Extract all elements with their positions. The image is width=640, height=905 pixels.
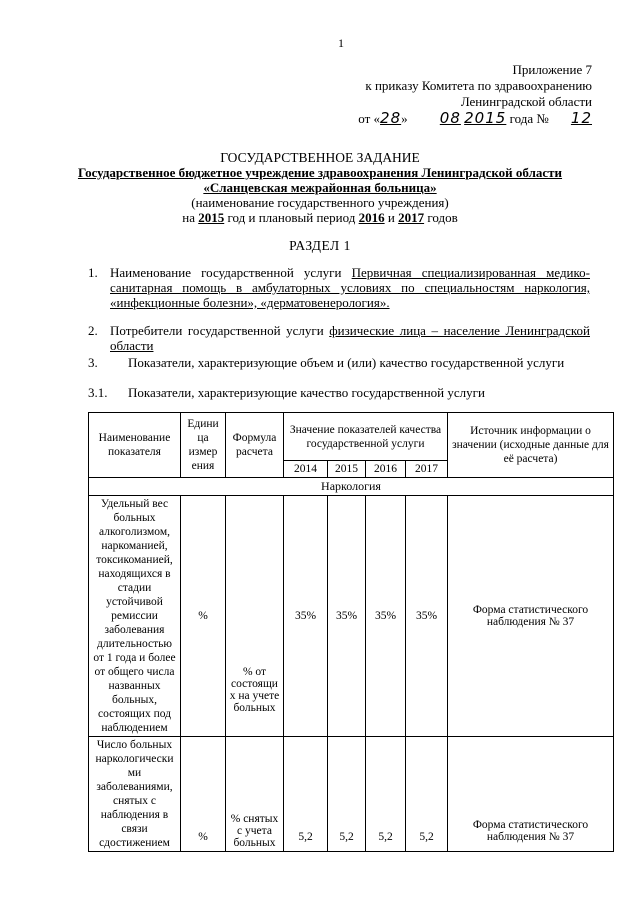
annex-line-1: Приложение 7 (512, 62, 592, 77)
table-row (89, 737, 614, 852)
item-1-text: Наименование государственной услуги Первичная специализированная медико-санитарная помощь в амбулаторных условиях по специальностям наркология, «инфекционные болезни», «дерматовенерология». (110, 265, 590, 310)
year-2017-header: 2017 (406, 461, 448, 478)
header-formula: Формула расчета (226, 413, 284, 478)
section-title: РАЗДЕЛ 1 (289, 238, 351, 253)
item-3-number: 3. (88, 355, 98, 370)
row-1-2017: 35% (406, 496, 448, 737)
period-line: на 2015 год и плановый период 2016 и 2017 годов (182, 210, 458, 225)
year-2016: 2016 (358, 210, 385, 225)
annex-block (358, 62, 592, 127)
document-heading: ГОСУДАРСТВЕННОЕ ЗАДАНИЕ (220, 150, 420, 165)
row-1-2014: 35% (284, 496, 328, 737)
year-2015-header: 2015 (328, 461, 366, 478)
header-values: Значение показателей качества государственной услуги (284, 413, 448, 461)
annex-date-line (358, 110, 592, 127)
handwritten-day: 28 (380, 109, 402, 127)
row-2-formula: % снятых с учета больных (226, 737, 284, 852)
section-row-narcology: Наркология (89, 478, 614, 496)
page-number: 1 (338, 36, 344, 50)
item-3-text: Показатели, характеризующие объем и (или) качество государственной услуги (128, 355, 565, 370)
item-3-1-number: 3.1. (88, 385, 108, 400)
item-3-1-text: Показатели, характеризующие качество государственной услуги (128, 385, 485, 400)
item-1-number: 1. (88, 265, 98, 280)
quality-indicators-table (88, 412, 614, 852)
institution-note: (наименование государственного учреждения) (191, 195, 449, 210)
row-2-2017: 5,2 (406, 737, 448, 852)
row-2-unit: % (181, 737, 226, 852)
row-1-formula: % от состоящи х на учете больных (226, 496, 284, 737)
year-2016-header: 2016 (366, 461, 406, 478)
institution-line-1: Государственное бюджетное учреждение здравоохранения Ленинградской области (77, 165, 563, 180)
year-suffix: года № (509, 111, 549, 126)
handwritten-month: 08 (439, 109, 461, 127)
annex-line-2: к приказу Комитета по здравоохранению (365, 78, 592, 93)
handwritten-year: 2015 (464, 109, 507, 127)
date-prefix: от « (358, 111, 381, 126)
date-quote: » (401, 111, 408, 126)
row-1-source: Форма статистического наблюдения № 37 (448, 496, 614, 737)
year-2014-header: 2014 (284, 461, 328, 478)
item-2-text: Потребители государственной услуги физические лица – население Ленинградской области (110, 323, 590, 353)
header-name: Наименование показателя (89, 413, 181, 478)
year-2015: 2015 (198, 210, 225, 225)
row-2-2016: 5,2 (366, 737, 406, 852)
row-1-2015: 35% (328, 496, 366, 737)
table-row (89, 496, 614, 737)
row-1-2016: 35% (366, 496, 406, 737)
row-1-unit: % (181, 496, 226, 737)
handwritten-number: 12 (570, 109, 592, 127)
row-1-name: Удельный вес больных алкоголизмом, наркоманией, токсикоманией, находящихся в стадии устойчивой ремиссии заболевания длительностью от 1 года и более от общего числа названных больных, состоящих под наблюдением (89, 496, 181, 737)
header-unit: Едини ца измер ения (181, 413, 226, 478)
annex-line-3: Ленинградской области (460, 94, 592, 109)
row-2-2014: 5,2 (284, 737, 328, 852)
service-name: Первичная специализированная медико-санитарная помощь в амбулаторных условиях по специальностям наркология, «инфекционные болезни», «дерматовенерология». (110, 265, 590, 310)
item-2-number: 2. (88, 323, 98, 338)
header-source: Источник информации о значении (исходные данные для её расчета) (448, 413, 614, 478)
row-2-name: Число больных наркологически ми заболеваниями, снятых с наблюдения в связи сдостижением (89, 737, 181, 852)
institution-line-2: «Сланцевская межрайонная больница» (203, 180, 437, 195)
year-2017: 2017 (398, 210, 425, 225)
consumers-value: физические лица – население Ленинградской области (110, 323, 590, 353)
row-2-source: Форма статистического наблюдения № 37 (448, 737, 614, 852)
row-2-2015: 5,2 (328, 737, 366, 852)
